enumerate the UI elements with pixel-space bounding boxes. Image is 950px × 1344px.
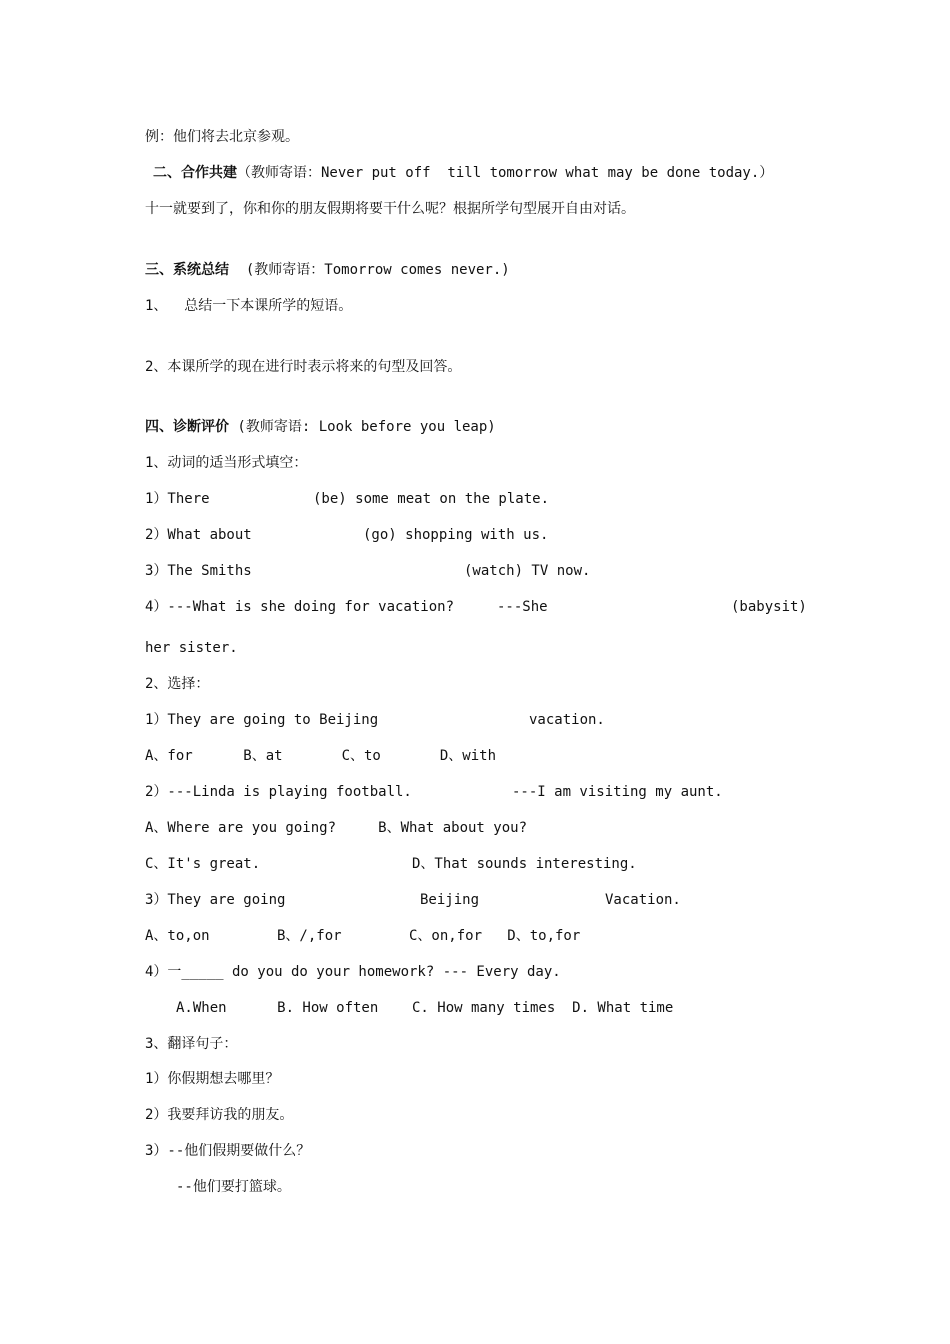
exercise-1-2-start: 2）What about [145, 527, 252, 543]
exercise-2-3-middle: Beijing [420, 892, 480, 908]
section-3-heading [145, 260, 510, 280]
section-2-title: 二、合作共建 [153, 165, 237, 181]
exercise-3-3-answer: --他们要打篮球。 [176, 1179, 291, 1195]
exercise-2-title: 2、选择： [145, 676, 210, 692]
exercise-1-title: 1、动词的适当形式填空： [145, 455, 308, 471]
exercise-2-4-question: 4）一_____ do you do your homework? --- Every day. [145, 964, 561, 980]
exercise-1-4-continued: her sister. [145, 640, 238, 656]
exercise-2-4-options: A.When B. How often C. How many times D. What time [176, 1000, 674, 1016]
exercise-2-3-start: 3）They are going [145, 892, 286, 908]
section-4-title: 四、诊断评价 [145, 419, 229, 435]
exercise-2-2-question: 2）---Linda is playing football. [145, 784, 412, 800]
exercise-3-3-question: 3）--他们假期要做什么？ [145, 1143, 311, 1159]
summary-item-1: 1、 总结一下本课所学的短语。 [145, 298, 353, 314]
section-4-heading [145, 417, 496, 437]
exercise-1-2-end: (go) shopping with us. [363, 527, 549, 543]
section-3-note: (教师寄语：Tomorrow comes never.) [229, 262, 510, 278]
exercise-2-2-options-ab: A、Where are you going? B、What about you? [145, 820, 528, 836]
section-2-note: （教师寄语：Never put off till tomorrow what may be done today.） [237, 165, 774, 181]
exercise-2-1-start: 1）They are going to Beijing [145, 712, 379, 728]
exercise-2-1-options: A、for B、at C、to D、with [145, 748, 497, 764]
section-2-heading [153, 163, 773, 183]
exercise-1-3-end: (watch) TV now. [464, 563, 591, 579]
exercise-1-4-question: 4）---What is she doing for vacation? [145, 599, 455, 615]
exercise-1-1-start: 1）There [145, 491, 210, 507]
exercise-3-title: 3、翻译句子： [145, 1036, 238, 1052]
exercise-2-2-option-d: D、That sounds interesting. [412, 856, 637, 872]
exercise-2-1-end: vacation. [529, 712, 605, 728]
section-3-title: 三、系统总结 [145, 262, 229, 278]
exercise-1-1-end: (be) some meat on the plate. [313, 491, 550, 507]
exercise-2-3-options: A、to,on B、/,for C、on,for D、to,for [145, 928, 581, 944]
exercise-2-2-option-c: C、It's great. [145, 856, 261, 872]
exercise-1-4-answer-start: ---She [497, 599, 548, 615]
exercise-1-4-verb: (babysit) [731, 599, 807, 615]
dialogue-instruction: 十一就要到了，你和你的朋友假期将要干什么呢？根据所学句型展开自由对话。 [145, 201, 635, 217]
section-4-note: (教师寄语: Look before you leap) [229, 419, 496, 435]
exercise-2-2-answer: ---I am visiting my aunt. [512, 784, 723, 800]
exercise-1-3-start: 3）The Smiths [145, 563, 252, 579]
example-line: 例：他们将去北京参观。 [145, 129, 299, 145]
summary-item-2: 2、本课所学的现在进行时表示将来的句型及回答。 [145, 359, 462, 375]
exercise-2-3-end: Vacation. [605, 892, 681, 908]
exercise-3-1: 1）你假期想去哪里？ [145, 1071, 280, 1087]
exercise-3-2: 2）我要拜访我的朋友。 [145, 1107, 294, 1123]
